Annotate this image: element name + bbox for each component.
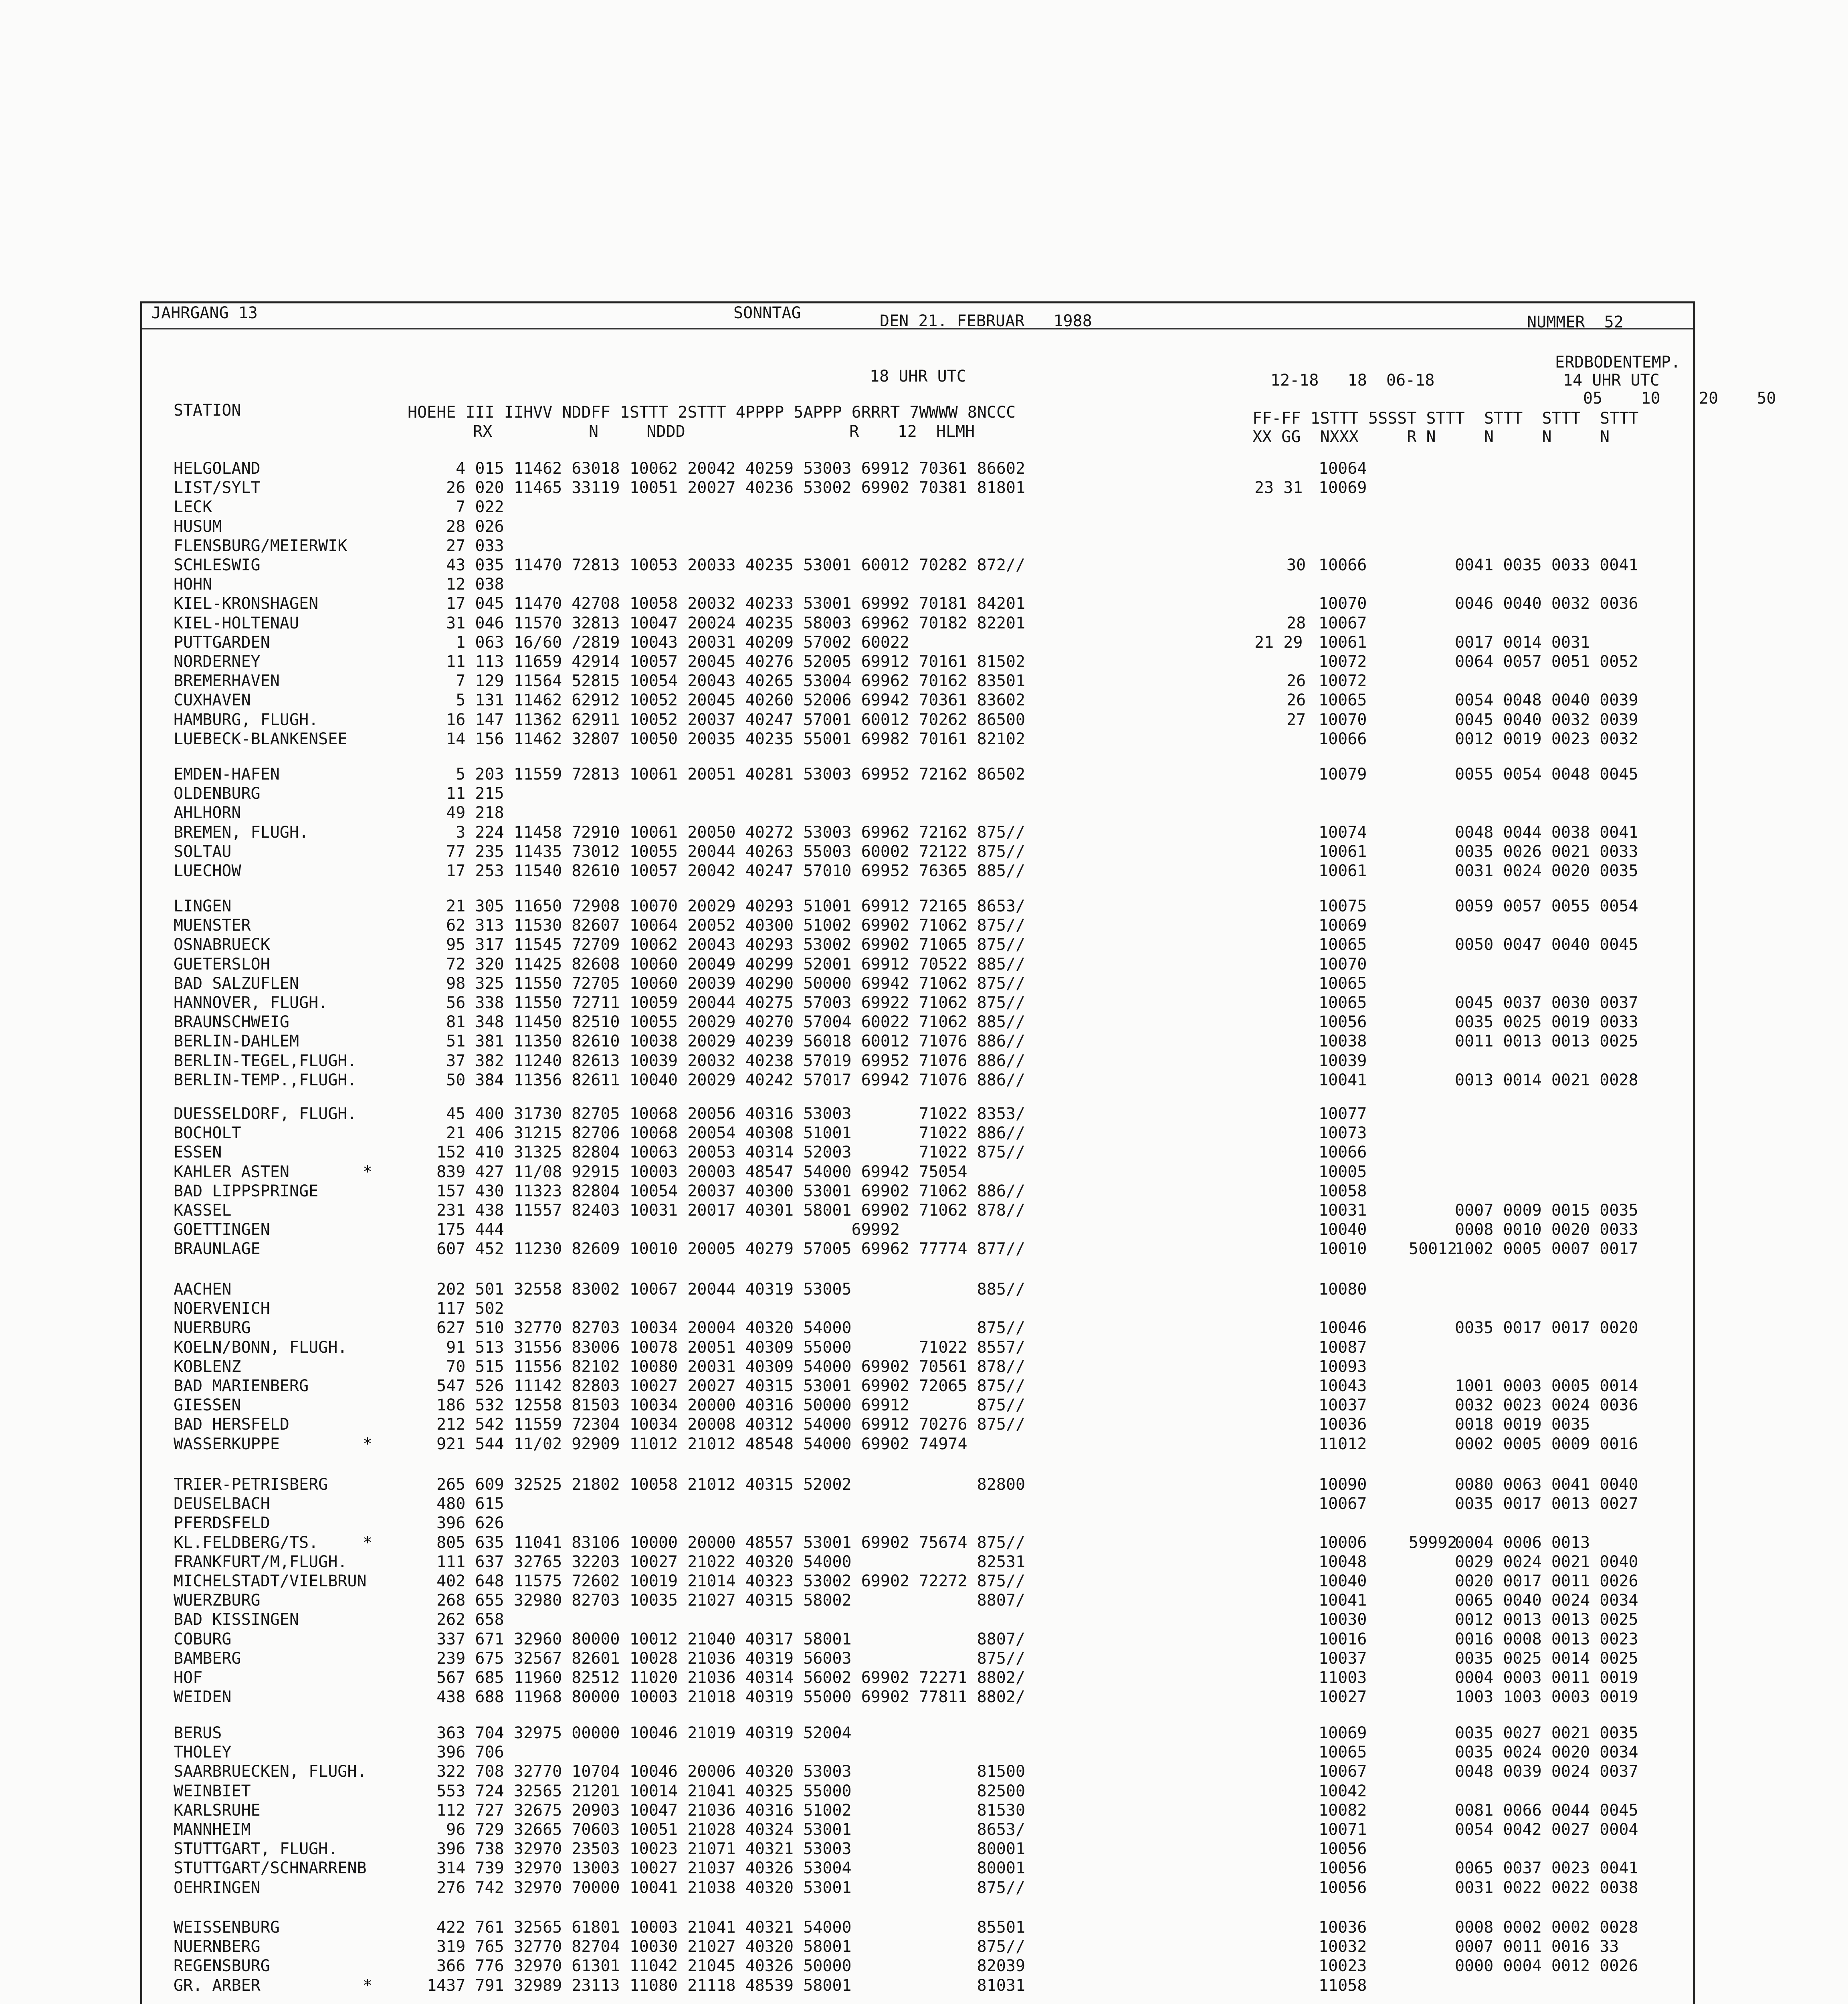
synop-codes: 337 671 32960 80000 10012 21040 40317 58001 8807/ [427,1630,1026,1648]
station-name: NUERNBERG [174,1937,261,1956]
temp-group: 10066 [1319,729,1367,748]
erdboden-title: ERDBODENTEMP. [1555,353,1681,372]
temp-group: 10082 [1319,1801,1367,1820]
synop-codes: 805 635 11041 83106 10000 20000 48557 53001 69902 75674 875// [427,1533,1026,1552]
temp-group: 10065 [1319,974,1367,993]
synop-codes: 56 338 11550 72711 10059 20044 40275 57003 69922 71062 875// [427,994,1026,1012]
station-name: EMDEN-HAFEN [174,765,280,784]
synop-codes: 553 724 32565 21201 10014 21041 40325 55000 82500 [427,1782,1026,1800]
temp-group: 10079 [1319,765,1367,784]
wind-gust: 27 [1287,710,1306,729]
synop-codes: 314 739 32970 13003 10027 21037 40326 53004 80001 [427,1859,1026,1878]
synop-codes: 231 438 11557 82403 10031 20017 40301 58001 69902 71062 878// [427,1201,1026,1220]
synop-codes: 1437 791 32989 23113 11080 21118 48539 58001 81031 [427,1976,1026,1995]
station-name: MICHELSTADT/VIELBRUN [174,1572,367,1590]
synop-codes: 607 452 11230 82609 10010 20005 40279 57005 69962 77774 877// [427,1240,1026,1259]
synop-codes: 62 313 11530 82607 10064 20052 40300 51002 69902 71062 875// [427,916,1026,935]
temp-group: 10031 [1319,1201,1367,1220]
station-name: HAMBURG, FLUGH. [174,710,319,729]
temp-group: 10037 [1319,1396,1367,1415]
temp-group: 10072 [1319,672,1367,691]
station-name: LECK [174,498,212,517]
temp-group: 10065 [1319,994,1367,1012]
soil-temps: 0045 0040 0032 0039 [1455,710,1638,729]
soil-temps: 0035 0017 0017 0020 [1455,1319,1638,1337]
station-name: LUEBECK-BLANKENSEE [174,729,347,748]
synop-codes: 98 325 11550 72705 10060 20039 40290 50000 69942 71062 875// [427,974,1026,993]
synop-codes: 17 253 11540 82610 10057 20042 40247 57010 69952 76365 885// [427,862,1026,880]
temp-group: 10056 [1319,1013,1367,1032]
temp-group: 10061 [1319,633,1367,652]
synop-codes: 239 675 32567 82601 10028 21036 40319 56003 875// [427,1649,1026,1668]
temp-group: 10066 [1319,556,1367,574]
synop-codes: 322 708 32770 10704 10046 20006 40320 53003 81500 [427,1762,1026,1781]
temp-group: 10048 [1319,1552,1367,1571]
temp-group: 10038 [1319,1032,1367,1051]
wind-gust: 21 29 [1254,633,1303,652]
soil-temps: 0031 0024 0020 0035 [1455,862,1638,880]
station-name: BAMBERG [174,1649,241,1668]
soil-temps: 0048 0044 0038 0041 [1455,823,1638,842]
station-name: LUECHOW [174,862,241,880]
temp-group: 10067 [1319,1762,1367,1781]
station-name: GIESSEN [174,1396,241,1415]
station-name: BERLIN-TEMP.,FLUGH. [174,1071,357,1089]
synop-codes: 363 704 32975 00000 10046 21019 40319 52004 [427,1724,852,1742]
synop-codes: 276 742 32970 70000 10041 21038 40320 53001 875// [427,1878,1026,1897]
soil-temps: 0065 0037 0023 0041 [1455,1859,1638,1878]
station-name: BAD KISSINGEN [174,1610,299,1629]
station-name: GR. ARBER [174,1976,261,1995]
temp-group: 10075 [1319,897,1367,915]
temp-group: 10087 [1319,1338,1367,1357]
soil-temps: 0046 0040 0032 0036 [1455,594,1638,613]
soil-temps: 0035 0026 0021 0033 [1455,842,1638,861]
station-name: BRAUNSCHWEIG [174,1013,289,1032]
synop-codes: 839 427 11/08 92915 10003 20003 48547 54000 69942 75054 [427,1162,967,1181]
station-name: MUENSTER [174,916,251,935]
station-name: BREMERHAVEN [174,672,280,691]
synop-codes: 77 235 11435 73012 10055 20044 40263 55003 60002 72122 875// [427,842,1026,861]
station-name: STUTTGART/SCHNARRENB [174,1859,367,1878]
synop-codes: 402 648 11575 72602 10019 21014 40323 53002 69902 72272 875// [427,1572,1026,1590]
temp-group: 10069 [1319,479,1367,497]
station-name: DEUSELBACH [174,1495,270,1513]
synop-codes: 319 765 32770 82704 10030 21027 40320 58001 875// [427,1937,1026,1956]
synop-codes: 175 444 69992 [427,1220,900,1239]
synop-codes: 396 626 [427,1514,504,1533]
soil-temps: 0041 0035 0033 0041 [1455,556,1638,574]
synop-codes: 27 033 [427,536,504,555]
station-name: FRANKFURT/M,FLUGH. [174,1552,347,1571]
synop-codes: 567 685 11960 82512 11020 21036 40314 56002 69902 72271 8802/ [427,1669,1026,1687]
right-header-line2: XX GG NXXX R N N N N [1252,428,1610,446]
synop-codes: 28 026 [427,517,504,536]
temp-group: 10030 [1319,1610,1367,1629]
synop-codes: 3 224 11458 72910 10061 20050 40272 53003 69962 72162 875// [427,823,1026,842]
station-name: KL.FELDBERG/TS. [174,1533,319,1552]
soil-temps: 0018 0019 0035 [1455,1415,1590,1434]
temp-group: 10080 [1319,1280,1367,1299]
station-name: CUXHAVEN [174,691,251,710]
mountain-marker: * [363,1976,373,1995]
synop-codes: 43 035 11470 72813 10053 20033 40235 53001 60012 70282 872// [427,556,1026,574]
temp-group: 10069 [1319,916,1367,935]
synop-codes: 16 147 11362 62911 10052 20037 40247 57001 60012 70262 86500 [427,710,1026,729]
soil-temps: 0065 0040 0024 0034 [1455,1591,1638,1610]
station-name: BAD SALZUFLEN [174,974,299,993]
temp-group: 10067 [1319,614,1367,632]
synop-codes: 14 156 11462 32807 10050 20035 40235 55001 69982 70161 82102 [427,729,1026,748]
station-name: PUTTGARDEN [174,633,270,652]
code-header-line1: HOEHE III IIHVV NDDFF 1STTT 2STTT 4PPPP 5APPP 6RRRT 7WWWW 8NCCC [408,403,1016,422]
station-name: BERLIN-TEGEL,FLUGH. [174,1051,357,1070]
mountain-marker: * [363,1162,373,1181]
erdboden-time: 14 UHR UTC [1563,371,1660,390]
station-name: KIEL-KRONSHAGEN [174,594,319,613]
wind-gust: 30 [1287,556,1306,574]
soil-temps: 0031 0022 0022 0038 [1455,1878,1638,1897]
snow-group: 59992 [1409,1533,1457,1552]
temp-group: 10065 [1319,1743,1367,1762]
soil-temps: 1003 1003 0003 0019 [1455,1688,1638,1707]
station-name: BOCHOLT [174,1124,241,1143]
wind-gust: 28 [1287,614,1306,632]
soil-temps: 0008 0010 0020 0033 [1455,1220,1638,1239]
temp-group: 11058 [1319,1976,1367,1995]
code-header-line2: RX N NDDD R 12 HLMH [473,422,975,441]
synop-codes: 5 131 11462 62912 10052 20045 40260 52006 69942 70361 83602 [427,691,1026,710]
temp-group: 10043 [1319,1377,1367,1395]
soil-temps: 0035 0024 0020 0034 [1455,1743,1638,1762]
soil-temps: 0045 0037 0030 0037 [1455,994,1638,1012]
station-name: WASSERKUPPE [174,1434,280,1453]
station-name: LIST/SYLT [174,479,261,497]
temp-group: 10070 [1319,594,1367,613]
station-name: SCHLESWIG [174,556,261,574]
synop-codes: 152 410 31325 82804 10063 20053 40314 52003 71022 875// [427,1143,1026,1162]
temp-group: 10036 [1319,1415,1367,1434]
station-name: WEINBIET [174,1782,251,1800]
synop-codes: 21 305 11650 72908 10070 20029 40293 51001 69912 72165 8653/ [427,897,1026,915]
station-name: TRIER-PETRISBERG [174,1475,328,1494]
station-name: MANNHEIM [174,1820,251,1839]
synop-codes: 70 515 11556 82102 10080 20031 40309 54000 69902 70561 878// [427,1357,1026,1376]
temp-group: 10056 [1319,1840,1367,1859]
soil-temps: 0055 0054 0048 0045 [1455,765,1638,784]
station-name: SAARBRUECKEN, FLUGH. [174,1762,367,1781]
station-name: HOF [174,1669,203,1687]
soil-temps: 0035 0025 0014 0025 [1455,1649,1638,1668]
station-name: OSNABRUECK [174,935,270,954]
station-name: NORDERNEY [174,653,261,671]
synop-codes: 262 658 [427,1610,504,1629]
station-name: REGENSBURG [174,1957,270,1976]
temp-group: 10070 [1319,710,1367,729]
station-name: DUESSELDORF, FLUGH. [174,1105,357,1123]
soil-temps: 0048 0039 0024 0037 [1455,1762,1638,1781]
synop-codes: 157 430 11323 82804 10054 20037 40300 53001 69902 71062 886// [427,1182,1026,1200]
soil-temps: 0035 0025 0019 0033 [1455,1013,1638,1032]
station-name: WEIDEN [174,1688,232,1707]
station-name: AACHEN [174,1280,232,1299]
station-name: KIEL-HOLTENAU [174,614,299,632]
issue-number: NUMMER 52 [1527,313,1624,331]
station-name: GOETTINGEN [174,1220,270,1239]
temp-group: 10041 [1319,1591,1367,1610]
synop-codes: 26 020 11465 33119 10051 20027 40236 53002 69902 70381 81801 [427,479,1026,497]
temp-group: 10036 [1319,1918,1367,1937]
date-label: DEN 21. FEBRUAR 1988 [880,312,1092,330]
synop-codes: 438 688 11968 80000 10003 21018 40319 55000 69902 77811 8802/ [427,1688,1026,1707]
synop-codes: 31 046 11570 32813 10047 20024 40235 58003 69962 70182 82201 [427,614,1026,632]
temp-group: 10042 [1319,1782,1367,1800]
time-right-header: 12-18 18 06-18 [1270,371,1435,390]
synop-codes: 7 022 [427,498,504,517]
station-name: GUETERSLOH [174,955,270,974]
soil-temps: 0004 0003 0011 0019 [1455,1669,1638,1687]
temp-group: 10023 [1319,1957,1367,1976]
synop-codes: 51 381 11350 82610 10038 20029 40239 56018 60012 71076 886// [427,1032,1026,1051]
temp-group: 10077 [1319,1105,1367,1123]
right-header-line1: FF-FF 1STTT 5SSST STTT STTT STTT STTT [1252,409,1639,428]
station-name: ESSEN [174,1143,222,1162]
jahrgang-label: JAHRGANG 13 [151,304,258,322]
station-name: THOLEY [174,1743,232,1762]
temp-group: 10032 [1319,1937,1367,1956]
soil-temps: 0008 0002 0002 0028 [1455,1918,1638,1937]
soil-temps: 0000 0004 0012 0026 [1455,1957,1638,1976]
synop-codes: 17 045 11470 42708 10058 20032 40233 53001 69992 70181 84201 [427,594,1026,613]
synop-codes: 81 348 11450 82510 10055 20029 40270 57004 60022 71062 885// [427,1013,1026,1032]
station-name: HOHN [174,575,212,594]
station-name: HANNOVER, FLUGH. [174,994,328,1012]
temp-group: 10072 [1319,653,1367,671]
soil-temps: 0007 0011 0016 33 [1455,1937,1619,1956]
weekday-label: SONNTAG [733,304,801,322]
synop-codes: 91 513 31556 83006 10078 20051 40309 55000 71022 8557/ [427,1338,1026,1357]
wind-gust: 26 [1287,672,1306,691]
wind-gust: 23 31 [1254,479,1303,497]
synop-codes: 4 015 11462 63018 10062 20042 40259 53003 69912 70361 86602 [427,459,1026,478]
soil-temps: 0017 0014 0031 [1455,633,1590,652]
synop-codes: 21 406 31215 82706 10068 20054 40308 51001 71022 886// [427,1124,1026,1143]
synop-codes: 1 063 16/60 /2819 10043 20031 40209 57002 60022 [427,633,910,652]
header-rule [142,328,1693,329]
soil-temps: 0050 0047 0040 0045 [1455,935,1638,954]
temp-group: 10065 [1319,935,1367,954]
temp-group: 10071 [1319,1820,1367,1839]
station-name: HELGOLAND [174,459,261,478]
temp-group: 10046 [1319,1319,1367,1337]
station-name: KOELN/BONN, FLUGH. [174,1338,347,1357]
station-name: BAD LIPPSPRINGE [174,1182,319,1200]
temp-group: 10066 [1319,1143,1367,1162]
synop-codes: 396 706 [427,1743,504,1762]
station-name: AHLHORN [174,804,241,822]
temp-group: 10058 [1319,1182,1367,1200]
temp-group: 10073 [1319,1124,1367,1143]
station-name: SOLTAU [174,842,232,861]
temp-group: 10056 [1319,1859,1367,1878]
snow-group: 50012 [1409,1240,1457,1259]
temp-group: 10027 [1319,1688,1367,1707]
temp-group: 10069 [1319,1724,1367,1742]
soil-temps: 0012 0019 0023 0032 [1455,729,1638,748]
synop-codes: 186 532 12558 81503 10034 20000 40316 50000 69912 875// [427,1396,1026,1415]
synop-codes: 11 113 11659 42914 10057 20045 40276 52005 69912 70161 81502 [427,653,1026,671]
station-header: STATION [174,401,241,420]
station-name: KARLSRUHE [174,1801,261,1820]
temp-group: 10090 [1319,1475,1367,1494]
station-name: BAD HERSFELD [174,1415,289,1434]
temp-group: 10065 [1319,691,1367,710]
synop-codes: 45 400 31730 82705 10068 20056 40316 53003 71022 8353/ [427,1105,1026,1123]
synop-codes: 111 637 32765 32203 10027 21022 40320 54000 82531 [427,1552,1026,1571]
wind-gust: 26 [1287,691,1306,710]
synop-codes: 422 761 32565 61801 10003 21041 40321 54000 85501 [427,1918,1026,1937]
soil-temps: 0013 0014 0021 0028 [1455,1071,1638,1089]
temp-group: 10056 [1319,1878,1367,1897]
temp-group: 10010 [1319,1240,1367,1259]
synop-codes: 265 609 32525 21802 10058 21012 40315 52002 82800 [427,1475,1026,1494]
temp-group: 11003 [1319,1669,1367,1687]
synop-codes: 49 218 [427,804,504,822]
synop-codes: 547 526 11142 82803 10027 20027 40315 53001 69902 72065 875// [427,1377,1026,1395]
synop-codes: 366 776 32970 61301 11042 21045 40326 50000 82039 [427,1957,1026,1976]
soil-temps: 0035 0027 0021 0035 [1455,1724,1638,1742]
soil-temps: 0016 0008 0013 0023 [1455,1630,1638,1648]
soil-temps: 1002 0005 0007 0017 [1455,1240,1638,1259]
synop-codes: 212 542 11559 72304 10034 20008 40312 54000 69912 70276 875// [427,1415,1026,1434]
station-name: BERLIN-DAHLEM [174,1032,299,1051]
soil-temps: 0012 0013 0013 0025 [1455,1610,1638,1629]
synop-codes: 268 655 32980 82703 10035 21027 40315 58002 8807/ [427,1591,1026,1610]
soil-temps: 0054 0042 0027 0004 [1455,1820,1638,1839]
station-name: HUSUM [174,517,222,536]
temp-group: 10040 [1319,1220,1367,1239]
soil-temps: 0029 0024 0021 0040 [1455,1552,1638,1571]
soil-temps: 0080 0063 0041 0040 [1455,1475,1638,1494]
temp-group: 10039 [1319,1051,1367,1070]
station-name: PFERDSFELD [174,1514,270,1533]
synop-codes: 5 203 11559 72813 10061 20051 40281 53003 69952 72162 86502 [427,765,1026,784]
synop-codes: 72 320 11425 82608 10060 20049 40299 52001 69912 70522 885// [427,955,1026,974]
synop-codes: 37 382 11240 82613 10039 20032 40238 57019 69952 71076 886// [427,1051,1026,1070]
time-main-header: 18 UHR UTC [870,367,966,386]
temp-group: 10006 [1319,1533,1367,1552]
synop-codes: 480 615 [427,1495,504,1513]
station-name: FLENSBURG/MEIERWIK [174,536,347,555]
temp-group: 10070 [1319,955,1367,974]
station-name: STUTTGART, FLUGH. [174,1840,338,1859]
station-name: BRAUNLAGE [174,1240,261,1259]
soil-temps: 0004 0006 0013 [1455,1533,1590,1552]
temp-group: 10074 [1319,823,1367,842]
synop-codes: 12 038 [427,575,504,594]
station-name: WEISSENBURG [174,1918,280,1937]
synop-codes: 96 729 32665 70603 10051 21028 40324 53001 8653/ [427,1820,1026,1839]
station-name: KOBLENZ [174,1357,241,1376]
station-name: WUERZBURG [174,1591,261,1610]
station-name: KAHLER ASTEN [174,1162,289,1181]
station-name: OEHRINGEN [174,1878,261,1897]
soil-temps: 0054 0048 0040 0039 [1455,691,1638,710]
soil-temps: 0002 0005 0009 0016 [1455,1434,1638,1453]
soil-temps: 1001 0003 0005 0014 [1455,1377,1638,1395]
synop-codes: 11 215 [427,784,504,803]
synop-codes: 627 510 32770 82703 10034 20004 40320 54000 875// [427,1319,1026,1337]
soil-temps: 0020 0017 0011 0026 [1455,1572,1638,1590]
synop-codes: 921 544 11/02 92909 11012 21012 48548 54000 69902 74974 [427,1434,967,1453]
temp-group: 10041 [1319,1071,1367,1089]
temp-group: 10016 [1319,1630,1367,1648]
soil-temps: 0011 0013 0013 0025 [1455,1032,1638,1051]
station-name: BAD MARIENBERG [174,1377,309,1395]
synop-codes: 95 317 11545 72709 10062 20043 40293 53002 69902 71065 875// [427,935,1026,954]
temp-group: 10037 [1319,1649,1367,1668]
mountain-marker: * [363,1533,373,1552]
soil-temps: 0059 0057 0055 0054 [1455,897,1638,915]
soil-temps: 0064 0057 0051 0052 [1455,653,1638,671]
temp-group: 11012 [1319,1434,1367,1453]
station-name: LINGEN [174,897,232,915]
temp-group: 10061 [1319,842,1367,861]
synop-codes: 50 384 11356 82611 10040 20029 40242 57017 69942 71076 886// [427,1071,1026,1089]
mountain-marker: * [363,1434,373,1453]
station-name: KASSEL [174,1201,232,1220]
temp-group: 10064 [1319,459,1367,478]
temp-group: 10005 [1319,1162,1367,1181]
temp-group: 10061 [1319,862,1367,880]
soil-temps: 0081 0066 0044 0045 [1455,1801,1638,1820]
synop-codes: 7 129 11564 52815 10054 20043 40265 53004 69962 70162 83501 [427,672,1026,691]
station-name: BERUS [174,1724,222,1742]
temp-group: 10067 [1319,1495,1367,1513]
synop-codes: 396 738 32970 23503 10023 21071 40321 53003 80001 [427,1840,1026,1859]
station-name: NOERVENICH [174,1299,270,1318]
temp-group: 10093 [1319,1357,1367,1376]
depth-labels: 05 10 20 50 [1583,389,1776,408]
station-name: NUERBURG [174,1319,251,1337]
station-name: BREMEN, FLUGH. [174,823,309,842]
station-name: COBURG [174,1630,232,1648]
synop-codes: 112 727 32675 20903 10047 21036 40316 51002 81530 [427,1801,1026,1820]
soil-temps: 0007 0009 0015 0035 [1455,1201,1638,1220]
soil-temps: 0035 0017 0013 0027 [1455,1495,1638,1513]
synop-codes: 117 502 [427,1299,504,1318]
soil-temps: 0032 0023 0024 0036 [1455,1396,1638,1415]
temp-group: 10040 [1319,1572,1367,1590]
station-name: OLDENBURG [174,784,261,803]
synop-codes: 202 501 32558 83002 10067 20044 40319 53005 885// [427,1280,1026,1299]
